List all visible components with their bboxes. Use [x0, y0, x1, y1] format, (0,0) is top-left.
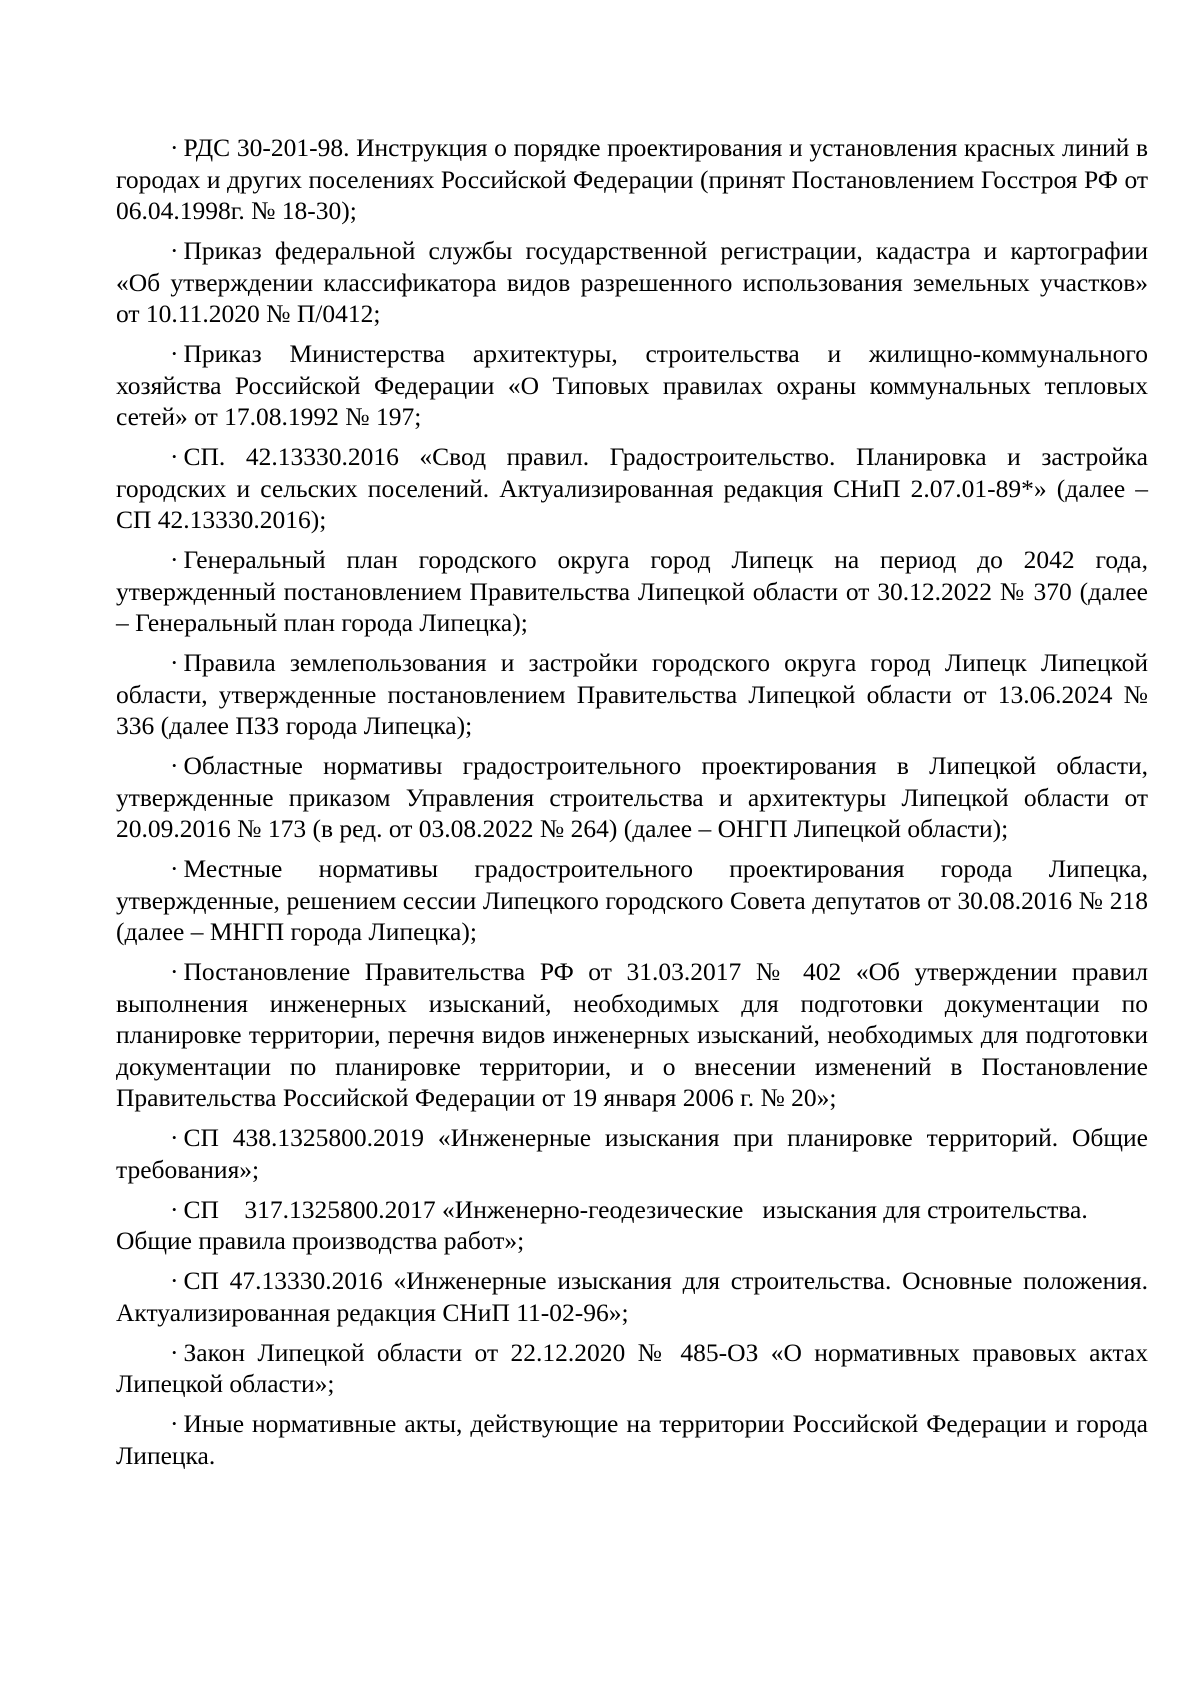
bullet: · [170, 751, 179, 780]
list-item [116, 338, 1148, 433]
bullet: · [170, 1409, 179, 1438]
list-item-text: Приказ Министерства архитектуры, строительства и жилищно-коммунального хозяйства Российской Федерации «О Типовых правилах охраны коммунальных тепловых сетей» от 17.08.1992 № 197; [116, 339, 1148, 431]
bullet: · [170, 1194, 179, 1224]
list-item-text: Постановление Правительства РФ от 31.03.2017 № 402 «Об утверждении правил выполнения инженерных изысканий, необходимых для подготовки документации по планировке территории, перечня видов инженерных изысканий, необходимых для подготовки документации по планировке территории, и о внесении изменений в Постановление Правительства Российской Федерации от 19 января 2006 г. № 20»; [116, 957, 1148, 1112]
list-item [116, 853, 1148, 948]
list-item [116, 235, 1148, 330]
bullet: · [170, 854, 179, 883]
list-item [116, 441, 1148, 536]
list-item-text: Закон Липецкой области от 22.12.2020 № 485-ОЗ «О нормативных правовых актах Липецкой области»; [116, 1337, 1148, 1398]
bullet: · [170, 545, 179, 574]
list-item [116, 132, 1148, 227]
list-item-text: Правила землепользования и застройки городского округа город Липецк Липецкой области, утвержденные постановлением Правительства Липецкой области от 13.06.2024 № 336 (далее ПЗЗ города Липецка); [116, 648, 1148, 740]
list-item-text: Иные нормативные акты, действующие на территории Российской Федерации и города Липецка. [116, 1409, 1148, 1470]
list-item-text: Приказ федеральной службы государственной регистрации, кадастра и картографии «Об утверждении классификатора видов разрешенного использования земельных участков» от 10.11.2020 № П/0412; [116, 236, 1148, 328]
bullet: · [170, 957, 179, 986]
bullet: · [170, 1266, 179, 1295]
list-item [116, 1337, 1148, 1400]
document-page [116, 132, 1148, 1480]
list-item-text: СП 47.13330.2016 «Инженерные изыскания для строительства. Основные положения. Актуализированная редакция СНиП 11-02-96»; [116, 1266, 1148, 1327]
list-item [116, 750, 1148, 845]
list-item [116, 1408, 1148, 1471]
list-item-text: Местные нормативы градостроительного проектирования города Липецка, утвержденные, решением сессии Липецкого городского Совета депутатов от 30.08.2016 № 218 (далее – МНГП города Липецка); [116, 854, 1148, 946]
list-item [116, 1122, 1148, 1185]
bullet: · [170, 339, 179, 368]
list-item-text: Областные нормативы градостроительного проектирования в Липецкой области, утвержденные приказом Управления строительства и архитектуры Липецкой области от 20.09.2016 № 173 (в ред. от 03.08.2022 № 264) (далее – ОНГП Липецкой области); [116, 751, 1148, 843]
list-item-text: СП. 42.13330.2016 «Свод правил. Градостроительство. Планировка и застройка городских и сельских поселений. Актуализированная редакция СНиП 2.07.01-89*» (далее – СП 42.13330.2016); [116, 442, 1148, 534]
bullet: · [170, 1337, 179, 1367]
bullet: · [170, 133, 179, 162]
list-item-text: СП 438.1325800.2019 «Инженерные изыскания при планировке территорий. Общие требования»; [116, 1123, 1148, 1184]
bullet: · [170, 442, 179, 471]
bullet: · [170, 1123, 179, 1152]
list-item [116, 544, 1148, 639]
list-item [116, 956, 1148, 1114]
list-item-text: Генеральный план городского округа город Липецк на период до 2042 года, утвержденный постановлением Правительства Липецкой области от 30.12.2022 № 370 (далее – Генеральный план города Липецка); [116, 545, 1148, 637]
bullet: · [170, 236, 179, 265]
list-item-text: СП 317.1325800.2017 «Инженерно-геодезические изыскания для строительства. Общие правила производства работ»; [116, 1194, 1095, 1255]
list-item [116, 647, 1148, 742]
list-item [116, 1265, 1148, 1328]
list-item [116, 1194, 1148, 1257]
list-item-text: РДС 30-201-98. Инструкция о порядке проектирования и установления красных линий в городах и других поселениях Российской Федерации (принят Постановлением Госстроя РФ от 06.04.1998г. № 18-30); [116, 133, 1148, 225]
bullet: · [170, 648, 179, 677]
